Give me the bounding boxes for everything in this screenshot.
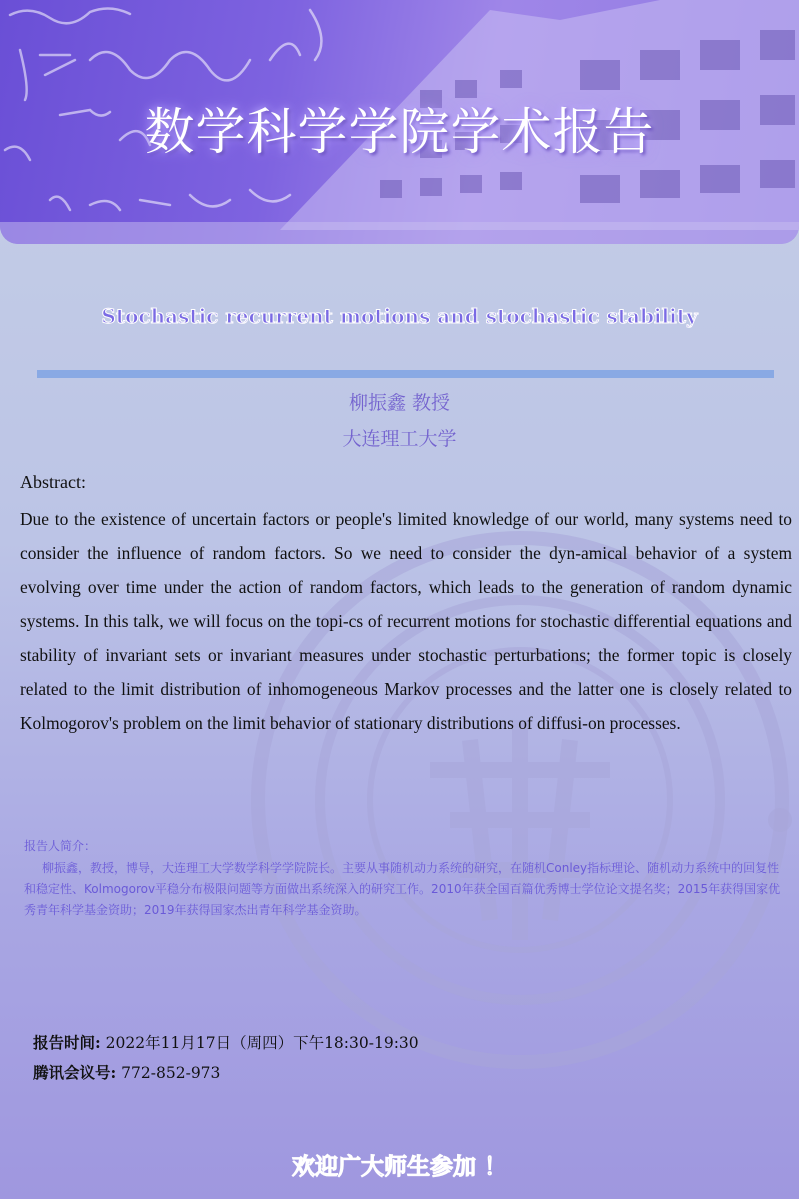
speaker-affiliation: 大连理工大学 [342, 428, 457, 450]
speaker-name: 柳振鑫 教授 [348, 392, 451, 414]
meeting-id-label: 腾讯会议号: [33, 1063, 117, 1082]
banner-title: 数学科学学院学术报告 [144, 103, 655, 161]
title-divider [37, 370, 774, 378]
welcome-message: 欢迎广大师生参加 ！ [291, 1153, 507, 1180]
talk-time-label: 报告时间: [33, 1033, 101, 1052]
talk-time-value: 2022年11月17日（周四）下午18:30-19:30 [105, 1034, 419, 1052]
meeting-id-value: 772-852-973 [121, 1064, 221, 1082]
bio-text: 柳振鑫，教授，博导，大连理工大学数学科学学院院长。主要从事随机动力系统的研究，在随机Conley指标理论、随机动力系统中的回复性和稳定性、Kolmogorov平稳分布极限问题等方面做出系统深入的研究工作。2010年获全国百篇优秀博士学位论文提名奖；2015年获得国家优秀青年科学基金资助；2019年获得国家杰出青年科学基金资助。 [24, 861, 781, 917]
bio-label: 报告人简介： [24, 839, 97, 853]
abstract-label: Abstract: [20, 472, 86, 492]
header-banner [0, 0, 799, 244]
talk-title: Stochastic recurrent motions and stochastic stability [101, 304, 698, 328]
talk-time [33, 1031, 419, 1053]
meeting-id [33, 1061, 220, 1083]
abstract-text: Due to the existence of uncertain factors or people's limited knowledge of our world, many systems need to consider the influence of random factors. So we need to consider the dyn-amical behavior of a system evolving over time under the action of random factors, which leads to the generation of random dynamic systems. In this talk, we will focus on the topi-cs of recurrent motions for stochastic differential equations and stability of invariant sets or invariant measures under stochastic perturbations; the former topic is closely related to the limit distribution of inhomogeneous Markov processes and the latter one is closely related to Kolmogorov's problem on the limit behavior of stationary distributions of diffusi-on processes. [20, 509, 792, 733]
